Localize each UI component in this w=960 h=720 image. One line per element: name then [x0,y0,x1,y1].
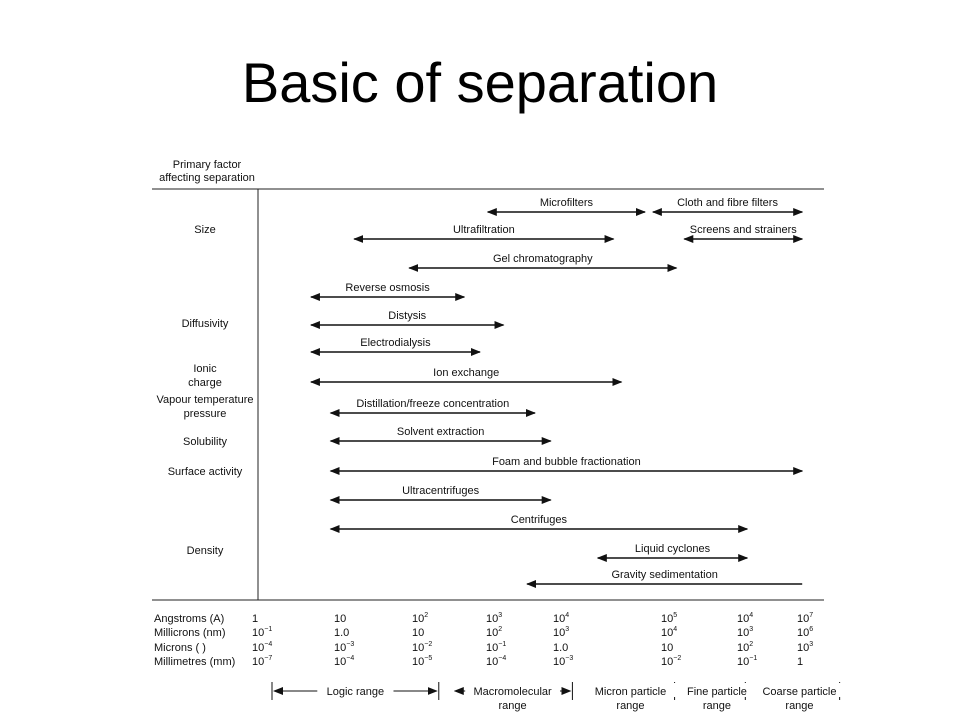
size-range-label: range [785,700,814,712]
scale-value: $10^4$ [737,612,754,625]
scale-value: 1.0 [553,642,569,654]
scale-value: $10^{-2}$ [661,655,682,668]
factor-label: charge [188,377,222,389]
range-label: Centrifuges [510,514,568,526]
factor-label: Size [194,224,216,236]
scale-value: $10^{-4}$ [486,655,507,668]
scale-row-label: Millicrons (nm) [154,627,226,639]
factor-labels [156,224,253,557]
scale-value: 1.0 [334,627,350,639]
range-label: Reverse osmosis [345,282,430,294]
scale-value: $10^4$ [661,626,678,639]
range-label: Solvent extraction [396,426,485,438]
scale-value: 1 [252,613,259,625]
scale-value: $10^3$ [486,612,503,625]
size-range-label: Logic range [326,686,385,698]
factor-label: Surface activity [167,466,243,478]
range-label: Microfilters [539,197,593,209]
scale-value: $10^7$ [797,612,814,625]
header-label [159,159,255,184]
size-range-label: Coarse particle [762,686,837,698]
size-range-label: Macromolecular [473,686,552,698]
range-label: Electrodialysis [360,337,431,349]
range-label: Screens and strainers [689,224,797,236]
scale-row-label: Angstroms (A) [154,613,225,625]
size-range-bar [272,682,850,712]
scale-value: 10 [412,627,425,639]
factor-label: pressure [183,408,227,420]
scale-row-label: Microns ( ) [154,642,206,654]
range-label: Gravity sedimentation [611,569,718,581]
scale-value: $10^2$ [737,641,754,654]
scale-value: $10^5$ [661,612,678,625]
scale-value: $10^4$ [553,612,570,625]
scale-value: $10^{-2}$ [412,641,433,654]
scale-value: 10 [334,613,347,625]
header-label-line: affecting separation [159,172,255,184]
scale-value: $10^{-3}$ [553,655,574,668]
factor-label: Density [186,545,224,557]
factor-label: Ionic [193,363,217,375]
size-range-label: Fine particle [686,686,747,698]
range-label: Ultrafiltration [452,224,515,236]
size-range-label: range [498,700,527,712]
size-range-label: Micron particle [594,686,667,698]
factor-label: Diffusivity [181,318,229,330]
factor-label: Solubility [182,436,228,448]
scale-value: $10^{-1}$ [737,655,758,668]
range-label: Ultracentrifuges [402,485,480,497]
range-label: Cloth and fibre filters [677,197,778,209]
scale-value: $10^3$ [553,626,570,639]
scale-value: $10^3$ [797,641,814,654]
scale-value: $10^{-4}$ [334,655,355,668]
scale-value: $10^3$ [737,626,754,639]
range-label: Liquid cyclones [634,543,711,555]
scale-value: $10^{-1}$ [252,626,273,639]
scale-value: 10 [661,642,674,654]
range-label: Ion exchange [433,367,500,379]
size-range-label: range [702,700,732,712]
scale-value: $10^{-4}$ [252,641,273,654]
unit-scale-table [154,612,813,668]
size-range-label: range [616,700,645,712]
separation-ranges [311,197,802,584]
scale-value: $10^{-7}$ [252,655,273,668]
scale-value: $10^{-1}$ [486,641,507,654]
range-label: Gel chromatography [492,253,593,265]
scale-row-label: Millimetres (mm) [154,656,236,668]
scale-value: $10^2$ [486,626,503,639]
scale-value: 1 [797,656,804,668]
range-label: Distillation/freeze concentration [356,398,510,410]
scale-value: $10^{-5}$ [412,655,433,668]
slide-title: Basic of separation [241,51,719,114]
range-label: Distysis [388,310,427,322]
range-label: Foam and bubble fractionation [492,456,641,468]
header-label-line: Primary factor [172,159,242,171]
scale-value: $10^6$ [797,626,814,639]
scale-value: $10^2$ [412,612,429,625]
factor-label: Vapour temperature [156,394,254,406]
scale-value: $10^{-3}$ [334,641,355,654]
